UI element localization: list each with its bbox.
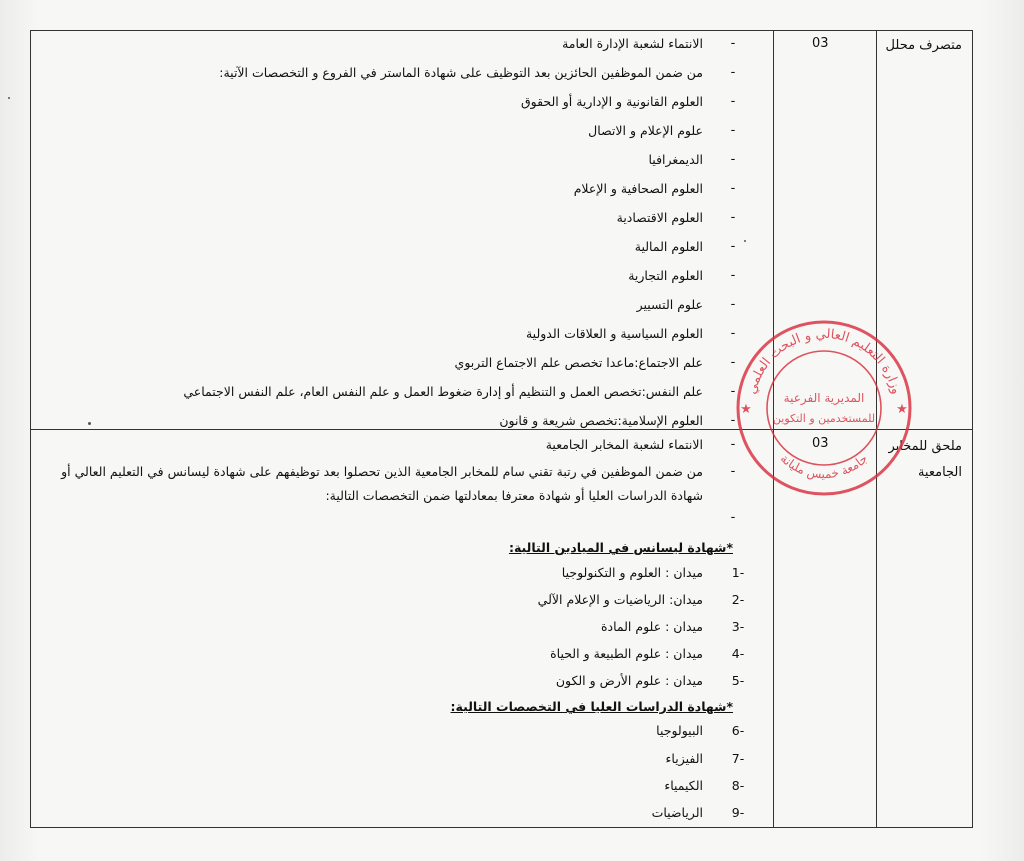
- bullet-dash: -: [730, 65, 736, 80]
- list-item: الفيزياء: [665, 751, 703, 766]
- list-item: العلوم التجارية: [628, 268, 703, 283]
- stamp-bottom-text: جامعة خميس مليانة: [777, 451, 871, 482]
- list-item: الكيمياء: [664, 778, 703, 793]
- scan-speck: [8, 97, 10, 99]
- bullet-dash: -: [730, 152, 736, 167]
- list-item: العلوم القانونية و الإدارية أو الحقوق: [520, 94, 703, 109]
- item-number: 8-: [731, 778, 745, 793]
- bullet-dash: -: [730, 94, 736, 109]
- list-item: الديمغرافيا: [648, 152, 703, 167]
- bullet-dash: -: [730, 355, 736, 370]
- stamp-inner-ring: [767, 351, 881, 465]
- item-number: 5-: [731, 673, 745, 688]
- list-item: ميدان: الرياضيات و الإعلام الآلي: [537, 592, 703, 607]
- item-number: 3-: [731, 619, 745, 634]
- list-item: العلوم الاقتصادية: [616, 210, 703, 225]
- scan-speck: [744, 240, 746, 242]
- bullet-dash: -: [730, 297, 736, 312]
- bullet-dash: -: [730, 326, 736, 341]
- item-number: 4-: [731, 646, 745, 661]
- list-item: علم الاجتماع:ماعدا تخصص علم الاجتماع التربوي: [454, 355, 703, 370]
- list-item: البيولوجيا: [656, 723, 703, 738]
- item-number: 6-: [731, 723, 745, 738]
- stamp-inner-line: المديرية الفرعية: [783, 391, 865, 405]
- list-item: الانتماء لشعبة المخابر الجامعية: [545, 437, 703, 452]
- bullet-dash: -: [730, 437, 736, 452]
- bullet-dash: -: [730, 384, 736, 399]
- scan-speck: [88, 422, 91, 425]
- grade-cell: متصرف محلل: [885, 38, 962, 53]
- list-item: العلوم المالية: [634, 239, 703, 254]
- bullet-dash: -: [730, 268, 736, 283]
- des-heading: *شهادة الدراسات العليا في التخصصات التالية:: [450, 699, 733, 714]
- bullet-dash: -: [730, 510, 736, 525]
- list-item: الانتماء لشعبة الإدارة العامة: [562, 36, 703, 51]
- bullet-dash: -: [730, 123, 736, 138]
- list-item: ميدان : علوم المادة: [600, 619, 703, 634]
- list-item: العلوم الصحافية و الإعلام: [573, 181, 703, 196]
- list-item: علوم التسيير: [636, 297, 703, 312]
- count-cell: 03: [812, 36, 829, 51]
- list-item: علم النفس:تخصص العمل و التنظيم أو إدارة ضغوط العمل و علم النفس العام، علم النفس الاجتماعي: [183, 384, 703, 399]
- list-item: العلوم الإسلامية:تخصص شريعة و قانون: [499, 413, 703, 428]
- bullet-dash: -: [730, 181, 736, 196]
- list-item: العلوم السياسية و العلاقات الدولية: [525, 326, 703, 341]
- list-item: علوم الإعلام و الاتصال: [588, 123, 703, 138]
- list-item: ميدان : علوم الطبيعة و الحياة: [550, 646, 703, 661]
- licence-heading: *شهادة ليسانس في الميادين التالية:: [508, 540, 733, 555]
- official-stamp: [732, 316, 916, 500]
- list-item: الرياضيات: [651, 805, 703, 820]
- item-number: 7-: [731, 751, 745, 766]
- bullet-dash: -: [730, 36, 736, 51]
- star-icon: ★: [896, 402, 908, 417]
- grade-cell: ملحق للمخابر الجامعية: [888, 439, 962, 480]
- stamp-inner-line: للمستخدمين و التكوين: [772, 412, 876, 425]
- list-item: ميدان : العلوم و التكنولوجيا: [561, 565, 703, 580]
- stamp-outer-text: وزارة التعليم العالي و البحث العلمي: [744, 326, 904, 396]
- list-item: من ضمن الموظفين في رتبة تقني سام للمخابر الجامعية الذين تحصلوا بعد توظيفهم على شهادة ليسانس في التعليم العالي أو شهادة الدراسات العليا أو شهادة معترفا بمعادلتها ضمن التخصصات التالية:: [61, 464, 703, 503]
- list-item: ميدان : علوم الأرض و الكون: [555, 673, 703, 688]
- item-number: 1-: [731, 565, 745, 580]
- star-icon: ★: [740, 402, 752, 417]
- bullet-dash: -: [730, 210, 736, 225]
- bullet-dash: -: [730, 239, 736, 254]
- list-item: من ضمن الموظفين الحائزين بعد التوظيف على شهادة الماستر في الفروع و التخصصات الآتية:: [219, 65, 703, 80]
- bullet-dash: -: [730, 413, 736, 428]
- bullet-dash: -: [730, 464, 736, 479]
- item-number: 2-: [731, 592, 745, 607]
- item-number: 9-: [731, 805, 745, 820]
- count-cell: 03: [812, 436, 829, 451]
